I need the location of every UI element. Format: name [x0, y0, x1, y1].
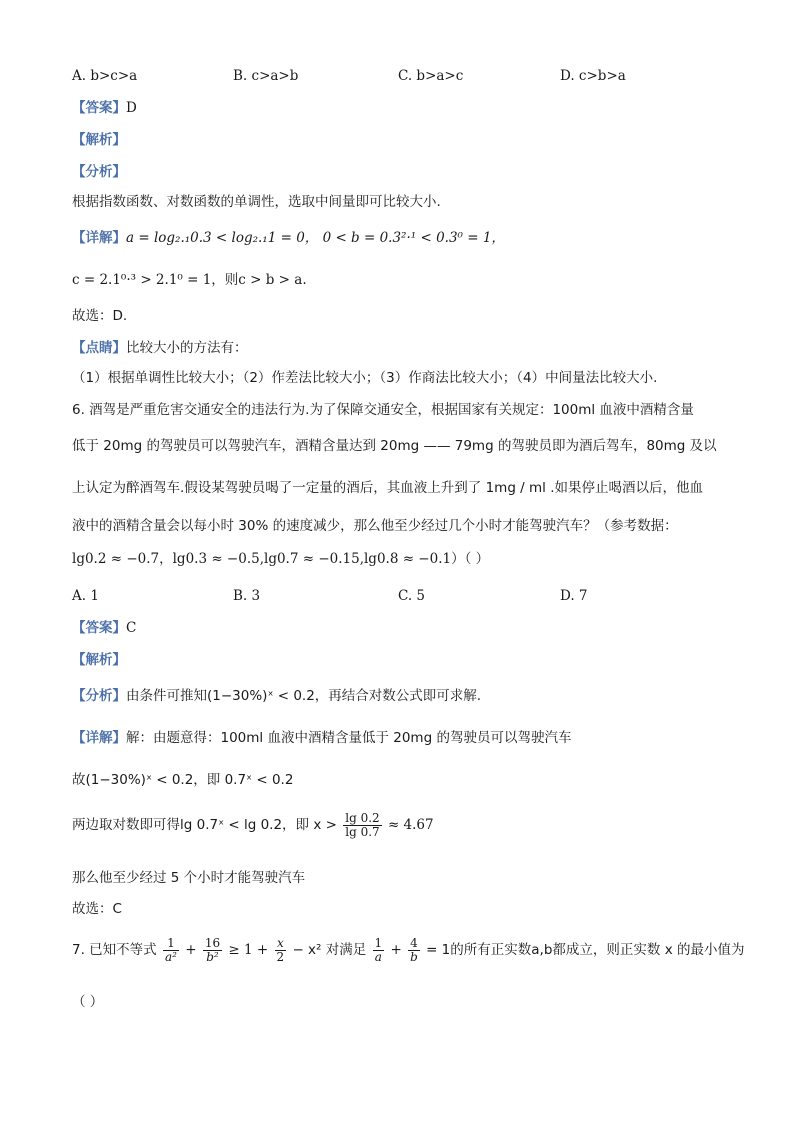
q5-options: [72, 66, 732, 86]
q5-detail-line1: [72, 228, 505, 248]
q6-detail-line1: [72, 728, 571, 748]
fenxi-tag: 【分析】: [72, 688, 126, 704]
q6-answer: [72, 618, 136, 638]
xiangjie-tag: 【详解】: [72, 230, 126, 246]
q5-methods: （1）根据单调性比较大小；（2）作差法比较大小；（3）作商法比较大小；（4）中间量法比较大小.: [72, 370, 658, 386]
answer-tag: 【答案】: [72, 100, 126, 116]
q5-fenxi-tag: 【分析】: [72, 164, 126, 180]
q6-options: [72, 586, 732, 606]
fraction-denominator: b²: [206, 950, 219, 964]
fenxi-text: 由条件可推知(1−30%)ˣ < 0.2，再结合对数公式即可求解.: [126, 688, 482, 704]
q6-detail-3b: ≈ 4.67: [387, 817, 434, 833]
fraction-numerator: 16: [204, 936, 221, 950]
q6-option-b: B. 3: [233, 588, 261, 604]
q6-fenxi: [72, 686, 481, 706]
fraction-denominator: 2: [276, 950, 285, 964]
q6-stem-line2: 低于 20mg 的驾驶员可以驾驶汽车，酒精含量达到 20mg —— 79mg 的驾驶员即为酒后驾车，80mg 及以: [72, 438, 717, 454]
answer-tag: 【答案】: [72, 620, 126, 636]
fraction-denominator: a: [374, 950, 382, 964]
q7-frac-3: [275, 937, 287, 964]
fraction-numerator: 1: [374, 936, 383, 950]
q5-jiexi-tag: 【解析】: [72, 132, 126, 148]
q5-option-d: D. c>b>a: [560, 68, 626, 84]
q6-detail-1: 解：由题意得：100ml 血液中酒精含量低于 20mg 的驾驶员可以驾驶汽车: [126, 730, 572, 746]
q6-option-a: A. 1: [72, 588, 99, 604]
fraction-numerator: 4: [408, 937, 420, 951]
q6-detail-line2: 故(1−30%)ˣ < 0.2，即 0.7ˣ < 0.2: [72, 772, 294, 788]
q5-option-b: B. c>a>b: [233, 68, 299, 84]
q6-detail-line4: 那么他至少经过 5 个小时才能驾驶汽车: [72, 870, 306, 886]
q5-option-a: A. b>c>a: [72, 68, 138, 84]
fraction-denominator: a²: [164, 950, 177, 964]
q7-bracket: （ ）: [72, 994, 104, 1010]
q5-option-c: C. b>a>c: [398, 68, 464, 84]
q7-prefix: 7. 已知不等式: [72, 942, 157, 958]
fraction-denominator: b: [410, 950, 418, 964]
dianjing-tag: 【点睛】: [72, 340, 126, 356]
q6-stem-line4: 液中的酒精含量会以每小时 30% 的速度减少，那么他至少经过几个小时才能驾驶汽车？（参考数据：: [72, 518, 678, 534]
q7-tail2: = 1的所有正实数a,b都成立，则正实数 x 的最小值为: [426, 942, 745, 958]
q7-tail1: − x² 对满足: [292, 942, 367, 958]
q7-stem: [72, 936, 744, 964]
q7-frac-2: [203, 937, 222, 964]
fraction-denominator: lg 0.7: [345, 825, 380, 839]
q7-frac-4: [373, 937, 385, 964]
q6-detail-line3: [72, 812, 434, 839]
q6-log-fraction: [343, 812, 381, 839]
dianjing-text: 比较大小的方法有：: [126, 340, 248, 356]
q5-fenxi-text: 根据指数函数、对数函数的单调性，选取中间量即可比较大小.: [72, 194, 441, 210]
q7-frac-5: [408, 937, 420, 964]
q6-option-d: D. 7: [560, 588, 588, 604]
q6-detail-3a: 两边取对数即可得lg 0.7ˣ < lg 0.2，即 x >: [72, 817, 337, 833]
q5-conclusion: 故选：D.: [72, 308, 128, 324]
xiangjie-tag: 【详解】: [72, 730, 126, 746]
fraction-numerator: 1: [163, 937, 179, 951]
fraction-numerator: x: [275, 937, 287, 951]
q6-stem-line5: lg0.2 ≈ −0.7，lg0.3 ≈ −0.5,lg0.7 ≈ −0.15,lg0.8 ≈ −0.1）（ ）: [72, 551, 490, 567]
q5-answer: [72, 98, 137, 118]
q6-stem-line1: 6. 酒驾是严重危害交通安全的违法行为.为了保障交通安全，根据国家有关规定：100ml 血液中酒精含量: [72, 402, 694, 418]
q7-frac-1: [163, 937, 179, 964]
answer-value: C: [126, 620, 137, 636]
q6-option-c: C. 5: [398, 588, 426, 604]
fraction-numerator: lg 0.2: [345, 811, 380, 825]
q6-conclusion: 故选：C: [72, 901, 122, 917]
q7-ineq: ≥ 1 +: [228, 942, 269, 958]
q7-plus: +: [185, 942, 197, 958]
q6-jiexi-tag: 【解析】: [72, 652, 126, 668]
answer-value: D: [126, 100, 137, 116]
q5-detail-1: a = log₂.₁0.3 < log₂.₁1 = 0， 0 < b = 0.3²·¹ < 0.3⁰ = 1，: [126, 230, 505, 246]
q5-dianjing: [72, 338, 248, 358]
q6-stem-line3: 上认定为醉酒驾车.假设某驾驶员喝了一定量的酒后，其血液上升到了 1mg / ml .如果停止喝酒以后，他血: [72, 480, 704, 496]
q7-plus2: +: [390, 942, 402, 958]
q5-detail-line2: c = 2.1⁰·³ > 2.1⁰ = 1，则c > b > a.: [72, 272, 307, 288]
